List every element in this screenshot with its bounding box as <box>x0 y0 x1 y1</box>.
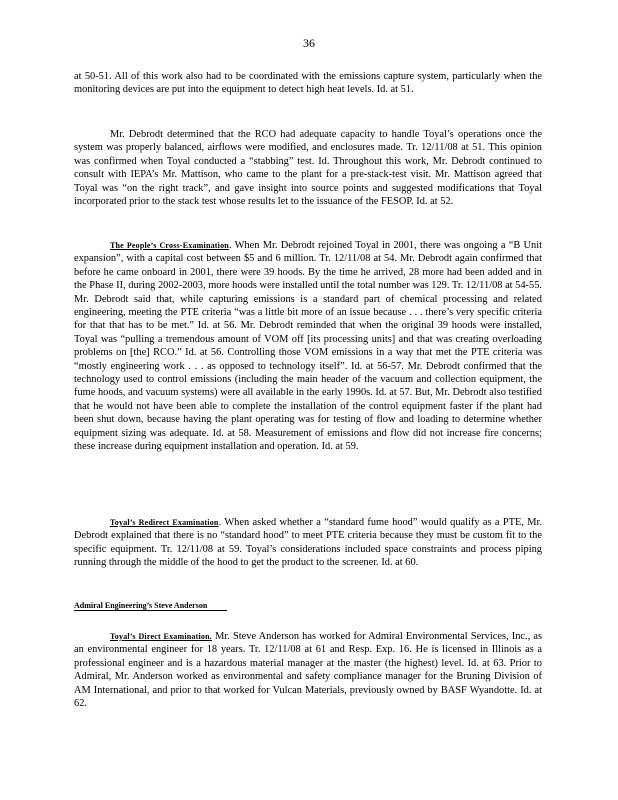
paragraph-direct-examination <box>74 630 542 710</box>
paragraph-text: Mr. Debrodt determined that the RCO had adequate capacity to handle Toyal’s operations once the system was properly balanced, airflows were modified, and enclosures made. Tr. 12/11/08 at 51. This opinion was confirmed when Toyal conducted a “stabbing” test. Id. Throughout this work, Mr. Debrodt continued to consult with IEPA’s Mr. Mattison, who came to the plant for a pre-stack-test visit. Mr. Mattison agreed that Toyal was “on the right track”, and gave insight into source points and suggested modifications that Toyal incorporated prior to the stack test whose results let to the issuance of the FESOP. Id. at 52. <box>74 129 542 208</box>
cross-examination-heading: The People’s Cross-Examination <box>110 241 229 250</box>
section-heading: Admiral Engineering’s Steve Anderson <box>74 601 227 611</box>
paragraph-redirect-examination <box>74 516 542 570</box>
paragraph-text: . When asked whether a “standard fume hood” would qualify as a PTE, Mr. Debrodt explained that there is no “standard hood” to meet PTE criteria because they must be custom fit to the specific equipment. Tr. 12/11/08 at 59. Toyal’s considerations included space constraints and process piping running through the middle of the hood to get the product to the screener. Id. at 60. <box>74 517 542 569</box>
paragraph-text: . When Mr. Debrodt rejoined Toyal in 2001, there was ongoing a “B Unit expansion”, with a capital cost between $5 and 6 million. Tr. 12/11/08 at 54. Mr. Debrodt again confirmed that before he came onboard in 2001, there were 39 hoods. By the time he arrived, 28 more had been added and in the Phase II, during 2002-2003, more hoods were installed until the total number was 129. Tr. 12/11/08 at 54-55. Mr. Debrodt said that, while capturing emissions is a standard part of chemical processing and related engineering, meeting the PTE criteria “was a little bit more of an issue because . . . there’s very specific criteria for that that has to be met.” Id. at 56. Mr. Debrodt reminded that when the original 39 hoods were installed, Toyal was “pulling a tremendous amount of VOM off [its processing units] and that was creating overloading problems on [the] RCO.” Id. at 56. Controlling those VOM emissions in a way that met the PTE criteria was “mostly engineering work . . . as opposed to technology itself”. Id. at 56-57. Mr. Debrodt confirmed that the technology used to control emissions (including the main header of the vacuum and collection equipment, the fume hoods, and vacuum systems) were all available in the early 1990s. Id. at 57. But, Mr. Debrodt also testified that he would not have been able to complete the installation of the control equipment faster if the plant had been shut down, because having the plant operating was for testing of flow and loading to determine whether equipment sizing was adequate. Id. at 58. Measurement of emissions and flow did not increase fire concerns; these increase during equipment installation and operation. Id. at 59. <box>74 240 543 453</box>
paragraph-cross-examination <box>74 239 542 454</box>
paragraph-text: Mr. Steve Anderson has worked for Admiral Environmental Services, Inc., as an environmental engineer for 18 years. Tr. 12/11/08 at 61 and Resp. Exp. 16. He is licensed in Illinois as a professional engineer and is a hazardous material manager at the master (the highest) level. Id. at 63. Prior to Admiral, Mr. Anderson worked as environmental and safety compliance manager for the Bruning Division of AM International, and prior to that worked for Vulcan Materials, previously owned by BASF Wyandotte. Id. at 62. <box>74 631 542 710</box>
paragraph-text: at 50-51. All of this work also had to be coordinated with the emissions capture system, particularly when the monitoring devices are put into the equipment to detect high heat levels. Id. at 51. <box>74 71 542 96</box>
paragraph-rco-capacity <box>74 128 542 208</box>
direct-examination-heading: Toyal’s Direct Examination. <box>110 632 212 641</box>
paragraph-continuation <box>74 70 542 97</box>
redirect-examination-heading: Toyal’s Redirect Examination <box>110 518 219 527</box>
page-number: 36 <box>303 36 315 50</box>
